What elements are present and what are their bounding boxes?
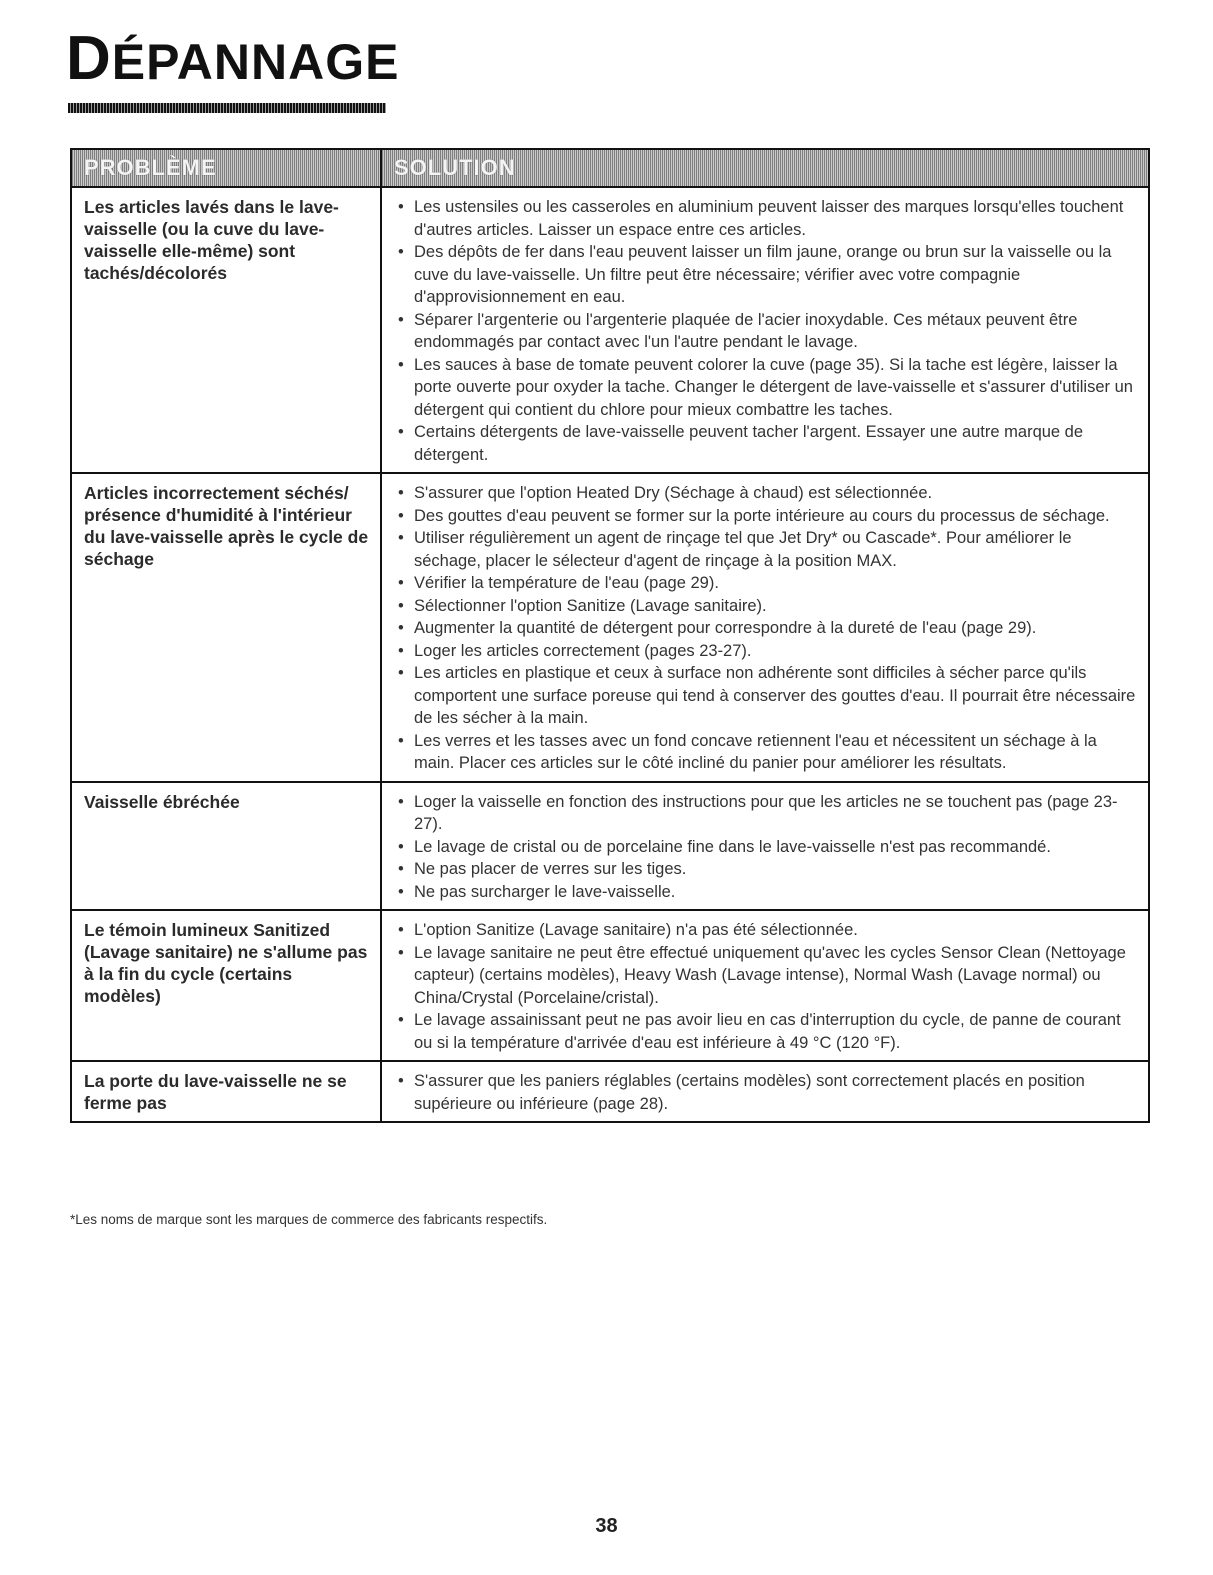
- table-row: [71, 910, 1149, 1061]
- page-title-rest: ÉPANNAGE: [111, 34, 400, 90]
- solution-list: [394, 919, 1138, 1054]
- page-title-initial: D: [66, 24, 112, 93]
- solution-item: • S'assurer que les paniers réglables (certains modèles) sont correctement placés en position supérieure ou inférieure (page 28).: [394, 1070, 1138, 1115]
- solution-item: • Les ustensiles ou les casseroles en aluminium peuvent laisser des marques lorsqu'elles touchent d'autres articles. Laisser un espace entre ces articles.: [394, 196, 1138, 241]
- problem-cell: La porte du lave-vaisselle ne se ferme pas: [71, 1061, 381, 1122]
- solution-item: • Le lavage de cristal ou de porcelaine fine dans le lave-vaisselle n'est pas recommandé.: [394, 836, 1138, 859]
- solution-item: • Ne pas surcharger le lave-vaisselle.: [394, 881, 1138, 904]
- solution-list: [394, 791, 1138, 904]
- solution-item: • L'option Sanitize (Lavage sanitaire) n'a pas été sélectionnée.: [394, 919, 1138, 942]
- solution-item: • Utiliser régulièrement un agent de rinçage tel que Jet Dry* ou Cascade*. Pour améliorer le séchage, placer le sélecteur d'agent de rinçage à la position MAX.: [394, 527, 1138, 572]
- table-row: [71, 1061, 1149, 1122]
- problem-cell: Vaisselle ébréchée: [71, 782, 381, 911]
- solution-cell: [381, 910, 1149, 1061]
- solution-item: • Sélectionner l'option Sanitize (Lavage sanitaire).: [394, 595, 1138, 618]
- solution-item: • Les verres et les tasses avec un fond concave retiennent l'eau et nécessitent un séchage à la main. Placer ces articles sur le côté incliné du panier pour améliorer les résultats.: [394, 730, 1138, 775]
- page-title: [66, 24, 400, 93]
- problem-cell: Les articles lavés dans le lave-vaisselle (ou la cuve du lave-vaisselle elle-même) sont tachés/décolorés: [71, 187, 381, 473]
- solution-item: • S'assurer que l'option Heated Dry (Séchage à chaud) est sélectionnée.: [394, 482, 1138, 505]
- footnote: *Les noms de marque sont les marques de commerce des fabricants respectifs.: [70, 1212, 548, 1227]
- solution-item: • Le lavage assainissant peut ne pas avoir lieu en cas d'interruption du cycle, de panne de courant ou si la température d'arrivée d'eau est inférieure à 49 °C (120 °F).: [394, 1009, 1138, 1054]
- solution-list: [394, 196, 1138, 466]
- solution-column-header: SOLUTION: [381, 149, 1149, 187]
- problem-cell: Articles incorrectement séchés/ présence d'humidité à l'intérieur du lave-vaisselle après le cycle de séchage: [71, 473, 381, 782]
- solution-item: • Séparer l'argenterie ou l'argenterie plaquée de l'acier inoxydable. Ces métaux peuvent être endommagés par contact avec l'un l'autre pendant le lavage.: [394, 309, 1138, 354]
- solution-item: • Le lavage sanitaire ne peut être effectué uniquement qu'avec les cycles Sensor Clean (Nettoyage capteur) (certains modèles), Heavy Wash (Lavage intense), Normal Wash (Lavage normal) ou China/Crystal (Porcelaine/cristal).: [394, 942, 1138, 1010]
- solution-cell: [381, 473, 1149, 782]
- solution-item: • Augmenter la quantité de détergent pour correspondre à la dureté de l'eau (page 29).: [394, 617, 1138, 640]
- solution-cell: [381, 1061, 1149, 1122]
- solution-item: • Loger les articles correctement (pages 23-27).: [394, 640, 1138, 663]
- solution-item: • Loger la vaisselle en fonction des instructions pour que les articles ne se touchent pas (page 23-27).: [394, 791, 1138, 836]
- solution-list: [394, 482, 1138, 775]
- solution-item: • Vérifier la température de l'eau (page 29).: [394, 572, 1138, 595]
- solution-item: • Les articles en plastique et ceux à surface non adhérente sont difficiles à sécher parce qu'ils comportent une surface poreuse qui tend à conserver des gouttes d'eau. Il pourrait être nécessaire de les sécher à la main.: [394, 662, 1138, 730]
- solution-cell: [381, 187, 1149, 473]
- title-underline: [68, 103, 386, 113]
- page-number: 38: [595, 1515, 618, 1537]
- solution-cell: [381, 782, 1149, 911]
- solution-item: • Des dépôts de fer dans l'eau peuvent laisser un film jaune, orange ou brun sur la vaisselle ou la cuve du lave-vaisselle. Un filtre peut être nécessaire; vérifier avec votre compagnie d'approvisionnement en eau.: [394, 241, 1138, 309]
- table-header-row: [71, 149, 1149, 187]
- solution-item: • Les sauces à base de tomate peuvent colorer la cuve (page 35). Si la tache est légère, laisser la porte ouverte pour oxyder la tache. Changer le détergent de lave-vaisselle et s'assurer d'utiliser un détergent qui contient du chlore pour mieux combattre les taches.: [394, 354, 1138, 422]
- table-row: [71, 187, 1149, 473]
- solution-item: • Ne pas placer de verres sur les tiges.: [394, 858, 1138, 881]
- solution-item: • Des gouttes d'eau peuvent se former sur la porte intérieure au cours du processus de séchage.: [394, 505, 1138, 528]
- problem-cell: Le témoin lumineux Sanitized (Lavage sanitaire) ne s'allume pas à la fin du cycle (certains modèles): [71, 910, 381, 1061]
- table-row: [71, 782, 1149, 911]
- table-row: [71, 473, 1149, 782]
- solution-item: • Certains détergents de lave-vaisselle peuvent tacher l'argent. Essayer une autre marque de détergent.: [394, 421, 1138, 466]
- solution-list: [394, 1070, 1138, 1115]
- troubleshooting-table: [70, 148, 1150, 1123]
- problem-column-header: PROBLÈME: [71, 149, 381, 187]
